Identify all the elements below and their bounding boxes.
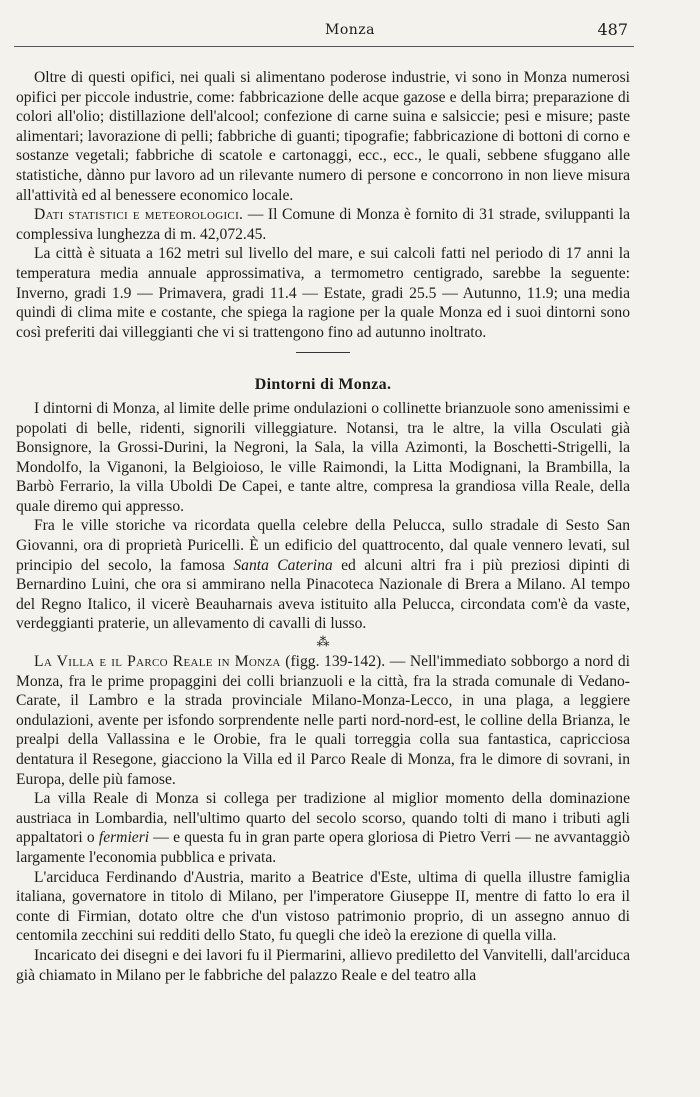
pelucca-text-2: ed alcuni altri fra i più preziosi dipinti di Bernardino Luini, che ora si ammirano nella Pinacoteca Nazionale di Brera a Milano. Al tempo del Regno Italico, il vicerè Beauharnais aveva istituito alla Pelucca, circondata com'è da vaste, verdeggianti praterie, un allevamento di cavalli di lusso. — [16, 556, 631, 633]
section-title: Dintorni di Monza. — [254, 376, 392, 394]
page-number: 487 — [597, 20, 628, 39]
header-rule — [14, 46, 634, 47]
page-body — [16, 68, 630, 985]
asterism-separator: ⁂ — [316, 634, 330, 650]
austrian-text-1: La villa Reale di Monza si collega per tradizione al miglior momento della dominazione austriaca in Lombardia, nell'ultimo quarto del secolo scorso, quando tolti di mano i tributi agli appaltatori o — [16, 790, 630, 847]
running-header — [0, 20, 700, 44]
paragraph-piermarini: Incaricato dei disegni e dei lavori fu il Piermarini, allievo prediletto del Vanvitelli, dall'arciduca già chiamato in Milano per le fabbriche del palazzo Reale e del teatro alla — [16, 946, 630, 984]
paragraph-surroundings: I dintorni di Monza, al limite delle prime ondulazioni o collinette brianzuole sono amenissimi e popolati di belle, ridenti, signorili villeggiature. Notansi, tra le altre, la villa Osculati già Bonsignore, la Grossi-Durini, la Negroni, la Sala, la villa Azimonti, la Boschetti-Strigelli, la Mondolfo, la Viganoni, la Belgioioso, le ville Raimondi, la Litta Modignani, la Brambilla, la Barbò Ferrario, la villa Uboldi De Capei, e tante altre, compresa la grandiosa villa Reale, della quale diremo qui appresso. — [16, 399, 630, 515]
paragraph-austrian-rule — [16, 789, 630, 867]
paragraph-industries: Oltre di questi opifici, nei quali si alimentano poderose industrie, vi sono in Monza numerosi opifici per piccole industrie, come: fabbricazione delle acque gazose e della birra; preparazione di colori all'olio; distillazione dell'alcool; confezione di carne suina e salsiccie; pesi e misure; paste alimentari; lavorazione di pelli; fabbriche di guanti; tipografie; fabbricazione di bottoni di corno e sostanze vegetali; fabbriche di scatole e cartonaggi, ecc., ecc., le quali, sebbene sfuggano alle statistiche, dànno pur lavoro ad un rilevante numero di persone e concorrono in non lieve misura all'attività ed al benessere economico locale. — [16, 69, 630, 204]
pelucca-italic-title: Santa Caterina — [233, 556, 333, 574]
villa-reale-heading: La Villa e il Parco Reale in Monza — [34, 653, 281, 671]
statistics-text: — Il Comune di Monza è fornito di 31 strade, sviluppanti la complessiva lunghezza di m. 42,072.45. — [16, 206, 630, 243]
paragraph-pelucca — [16, 516, 630, 634]
pelucca-text-1: Fra le ville storiche va ricordata quella celebre della Pelucca, sullo stradale di Sesto San Giovanni, ora di proprietà Puricelli. È un edificio del quattrocento, dal quale vennero levati, sul principio del secolo, la famosa — [16, 517, 630, 574]
villa-reale-text: (figg. 139-142). — Nell'immediato sobborgo a nord di Monza, fra le prime propaggini dei colli brianzuoli e la città, fra la strada comunale di Vedano-Carate, il Lambro e la strada provinciale Milano-Monza-Lecco, in una plaga, a leggiere ondulazioni, avente per isfondo sorprendente nelle parti nord-nord-est, le colline della Brianza, le prealpi della Vallassina e le Orobie, fra le quali torreggia colla sua fantastica, capricciosa dentatura il Resegone, giacciono la Villa ed il Parco Reale di Monza, fra le dimore di sovrani, in Europa, delle più famose. — [16, 653, 630, 788]
paragraph-climate: La città è situata a 162 metri sul livello del mare, e sui calcoli fatti nel periodo di 17 anni la temperatura media annuale approssimativa, a termometro centigrado, sarebbe la seguente: Inverno, gradi 1.9 — Primavera, gradi 11.4 — Estate, gradi 25.5 — Autunno, 11.9; una media quindi di clima mite e costante, che spiega la ragione per la quale Monza ed i suoi dintorni sono così preferiti dai villeggianti che vi si trattengono fino ad autunno inoltrato. — [16, 245, 630, 341]
fermieri-italic: fermieri — [98, 829, 150, 847]
paragraph-archduke: L'arciduca Ferdinando d'Austria, marito a Beatrice d'Este, ultima di quella illustre famiglia italiana, governatore in titolo di Milano, per l'imperatore Giuseppe II, mentre di fatto lo era il conte di Firmian, dotato oltre che d'un vistoso patrimonio proprio, di un assegno annuo di centomila zecchini sui redditi dello Stato, fu quegli che ideò la erezione di quella villa. — [16, 868, 630, 945]
paragraph-statistics — [16, 205, 630, 244]
statistics-heading: Dati statistici e meteorologici. — [34, 206, 244, 224]
running-title: Monza — [324, 22, 375, 38]
section-divider — [296, 352, 350, 353]
austrian-text-2: — e questa fu in gran parte opera gloriosa di Pietro Verri — ne avvantaggiò largamente l'economia pubblica e privata. — [16, 829, 630, 866]
paragraph-villa-reale — [16, 652, 630, 789]
